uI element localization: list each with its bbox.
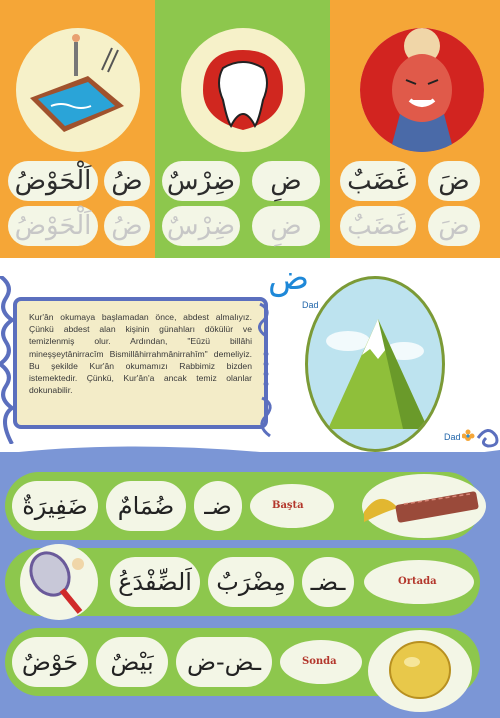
wave-top-edge	[0, 440, 500, 470]
letter-form-final: ـض-ض	[176, 637, 272, 687]
word-pill-havz-faded: اَلْحَوْضُ	[8, 206, 98, 246]
pool-icon	[16, 28, 140, 152]
mountain-picture	[305, 276, 445, 452]
hair-braid-icon	[362, 474, 486, 538]
angry-man-picture	[360, 28, 484, 152]
swirl-border-left	[0, 276, 14, 444]
letter-pill-dad-damme-faded: ضُ	[104, 206, 150, 246]
word-ad-difda: اَلضِّفْدَعُ	[110, 557, 200, 607]
word-pill-havz: اَلْحَوْضُ	[8, 161, 98, 201]
word-beyz: بَيْضٌ	[96, 637, 168, 687]
word-pill-dirs: ضِرْسٌ	[162, 161, 240, 201]
swirl-border-right	[256, 298, 280, 438]
egg-icon	[368, 630, 472, 712]
letter-form-initial: ضـ	[194, 481, 242, 531]
angry-face-icon	[360, 28, 484, 152]
word-pill-dirs-faded: ضِرْسٌ	[162, 206, 240, 246]
pool-picture	[16, 28, 140, 152]
mountain-icon	[308, 279, 445, 452]
info-text-box	[13, 297, 268, 429]
word-havz: حَوْضٌ	[12, 637, 88, 687]
word-pill-gadab-faded: غَضَبٌ	[340, 206, 416, 246]
letter-pill-dad-fetha-faded: ضَ	[428, 206, 480, 246]
position-label-beginning: Başta	[272, 500, 304, 511]
tooth-picture	[181, 28, 305, 152]
hair-braid-picture	[362, 474, 486, 538]
letter-glyph: ض	[268, 258, 310, 298]
word-zumam: ضُمَامٌ	[106, 481, 186, 531]
word-zafira: ضَفِيرَةٌ	[12, 481, 98, 531]
letter-pill-dad-kesre: ضِ	[252, 161, 320, 201]
word-pill-gadab: غَضَبٌ	[340, 161, 416, 201]
letter-form-medial: ـضـ	[302, 557, 354, 607]
letter-pill-dad-fetha: ضَ	[428, 161, 480, 201]
word-midrab: مِضْرَبٌ	[208, 557, 294, 607]
tooth-icon	[181, 28, 305, 152]
letter-name: Dad	[302, 300, 319, 310]
position-label-end: Sonda	[302, 656, 337, 667]
letter-pill-dad-kesre-faded: ضِ	[252, 206, 320, 246]
info-text: Kur'ân okumaya başlamadan önce, abdest almalıyız. Çünkü abdest alan kişinin günahları dökülür ve temizlenmiş olur. Ardından, "Eûzü billâhi mineşşeytânirracîm Bismillâhirrahmânirrahîm" demeliyiz. Bu şekilde Kur'ân okumamızı Rabbimiz bizden istemektedir. Çünkü, Kur'ân'a ancak temiz olanlar dokunabilir.	[29, 312, 252, 396]
letter-pill-dad-damme: ضُ	[104, 161, 150, 201]
tennis-racket-picture	[20, 544, 98, 620]
position-label-middle: Ortada	[398, 576, 437, 587]
tennis-racket-icon	[20, 544, 98, 620]
letter-name-small: Dad	[444, 432, 461, 442]
egg-picture	[368, 630, 472, 712]
